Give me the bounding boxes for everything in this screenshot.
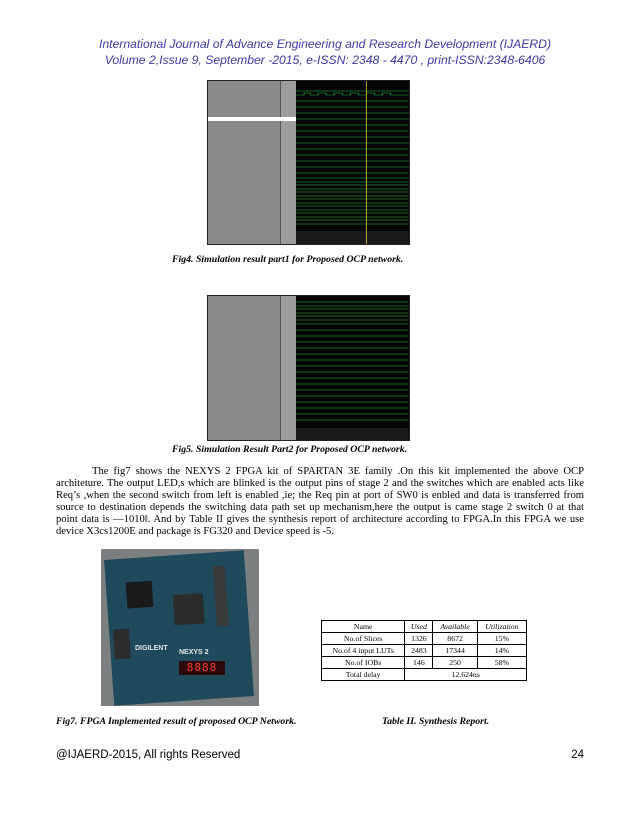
board-brand: DIGILENT [135, 645, 168, 652]
cell: 58% [477, 657, 526, 669]
copyright-text: @IJAERD-2015, All rights Reserved [56, 749, 241, 761]
table-row [322, 633, 527, 645]
journal-title: International Journal of Advance Engineering and Research Development (IJAERD) [98, 37, 552, 51]
total-delay-label: Total delay [322, 669, 405, 681]
cell: 17344 [433, 645, 477, 657]
table-row [322, 657, 527, 669]
cell: No.of 4 input LUTs [322, 645, 405, 657]
fig4-simulation-screenshot [207, 80, 410, 245]
signal-values-panel [280, 296, 297, 440]
col-available: Available [433, 621, 477, 633]
table-row [322, 645, 527, 657]
total-delay-value: 12.624ns [405, 669, 527, 681]
cell: 1326 [405, 633, 433, 645]
waveform-panel [296, 81, 409, 244]
col-used: Used [405, 621, 433, 633]
selected-signal-row [208, 117, 296, 121]
page-footer [56, 749, 584, 761]
fig5-simulation-screenshot [207, 295, 410, 441]
cell: 8672 [433, 633, 477, 645]
cell: 146 [405, 657, 433, 669]
journal-issue-info: Volume 2,Issue 9, September -2015, e-ISSN: 2348 - 4470 , print-ISSN:2348-6406 [104, 53, 546, 67]
cell: 250 [433, 657, 477, 669]
signal-values-panel [280, 81, 297, 244]
table-total-row [322, 669, 527, 681]
synthesis-report-table [321, 620, 527, 681]
signal-names-panel [208, 81, 280, 244]
cell: 14% [477, 645, 526, 657]
journal-header [40, 36, 610, 68]
fig7-caption: Fig7. FPGA Implemented result of proposed OCP Network. [56, 716, 297, 727]
page-number: 24 [571, 749, 584, 761]
table2-caption: Table II. Synthesis Report. [382, 716, 490, 727]
fig5-caption: Fig5. Simulation Result Part2 for Proposed OCP network. [172, 444, 408, 455]
fig4-caption: Fig4. Simulation result part1 for Proposed OCP network. [172, 254, 404, 265]
body-paragraph [56, 466, 584, 539]
board-model: NEXYS 2 [179, 649, 209, 656]
col-utilization: Utilization [477, 621, 526, 633]
body-text: The fig7 shows the NEXYS 2 FPGA kit of SPARTAN 3E family .On this kit implemented the above OCP architeture. The output LED,s which are blinked is the output pins of stage 2 and the switches which are enabled acts like Req’s ,when the second switch from left is enabled ,ie; the Req pin at port of SW0 is enbled and data is transferred from source to destination depends the switching data path set up mechanism,here the output is came stage 2 switch 0 at that point data is ―1010‖. And by Table II gives the synthesis report of architecture according to FPGA.In this FPGA we use device X3cs1200E and package is FG320 and Device speed is -5. [56, 466, 584, 538]
waveform-panel [296, 296, 409, 440]
cell: No.of Slices [322, 633, 405, 645]
cell: No.of IOBs [322, 657, 405, 669]
col-name: Name [322, 621, 405, 633]
pcb [104, 550, 254, 705]
cell: 15% [477, 633, 526, 645]
table-header-row [322, 621, 527, 633]
signal-names-panel [208, 296, 280, 440]
cell: 2483 [405, 645, 433, 657]
fpga-board-photo [101, 549, 259, 706]
seven-segment-display: 8888 [179, 661, 225, 675]
